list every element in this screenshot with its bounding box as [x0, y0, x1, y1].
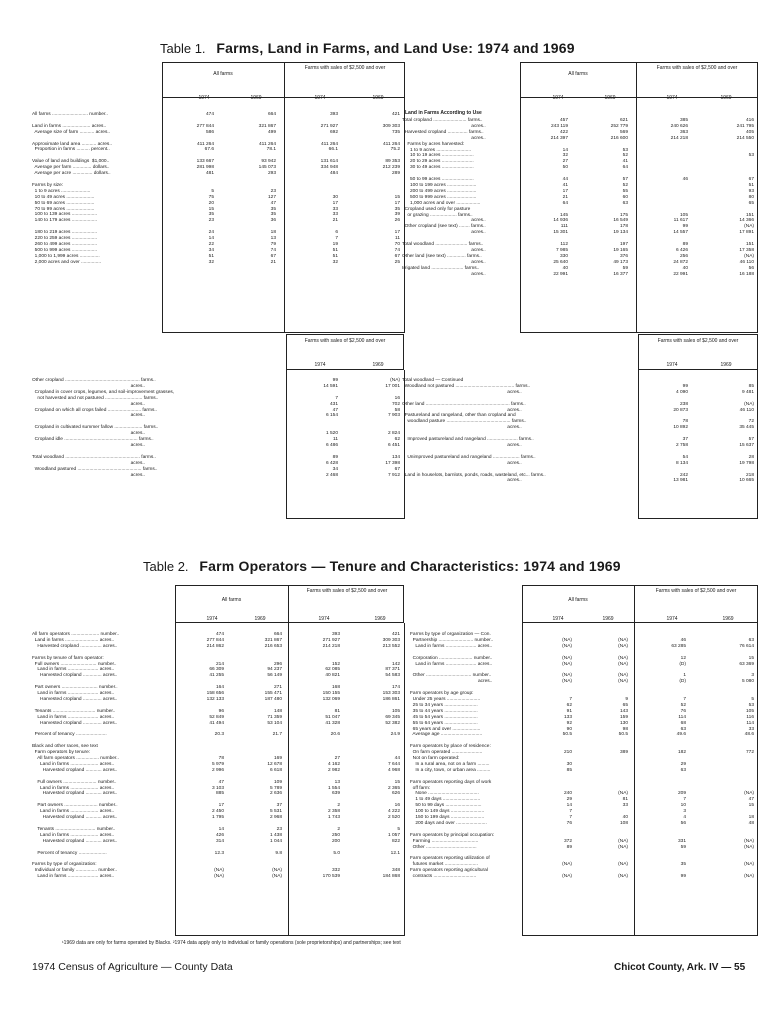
table2-right-col2: (NA) (NA) (NA) (NA) (NA) (NA) 9 65 143 159 130 98 50.5 389 (NA) 81 33 40 108 (NA) (NA) (NA) (NA)	[618, 637, 628, 880]
table2-right-header-sales: Farms with sales of $2,500 and over	[655, 588, 737, 594]
table2-left-labels: All farm operators ..................... number.. Land in farms ......................... acres.. Harvested cropland ................ acres.. Farms by tenure of farm operator: Full owners ........................... number.. Land in farms ....................... acres.. Harvested cropland .............. acres.. Part owners ........................... number.. Land in farms ....................... acres.. Harvested cropland .............. acres.. Tenants ................................ number.. Land in farms ....................... acres.. Harvested cropland .............. acres.. Percent of tenancy ....................... Black and other races, see text Farm operators by tenure: All farm operators ................. number.. Land in farms ..................... acres.. Harvested cropland ............ acres.. Full owners ......................... number.. Land in farms ..................... acres.. Harvested cropland ............ acres.. Part owners ......................... number.. Land in farms ..................... acres.. Harvested cropland ............ acres.. Tenants .............................. number.. Land in farms ..................... acres.. Harvested cropland ............ acres.. Percent of tenancy ..................... Farms by type of organization: Individual or family ................ number.. Land in farms ....................... acres..	[32, 632, 120, 880]
table1b-right-col1: 99 4 090 238 20 873 78 10 892 37 2 758 54 8 134 242 13 981	[673, 383, 688, 484]
table2-left-col4: 421 309 303 213 552 142 87 371 54 583 174 153 303 186 861 105 69 345 52 382 24.9 44 7 644 4 968 15 2 365 626 16 4 222 2 520 5 1 057 822 12.1 348 184 868	[382, 632, 400, 880]
table2-header-all-farms: All farms	[221, 597, 242, 603]
table2-year-1969: 1969	[254, 616, 266, 622]
table1-left-col2: 664 321 867 499 411 264 78.1 93 942 145 073 293 23 127 47 35 35 36 18 13 79 74 67 21	[258, 112, 276, 265]
table1b-left-year-1974: 1974	[314, 362, 326, 368]
table1-right-sales-year-1974: 1974	[666, 95, 678, 101]
table1-right-section-title: Land in Farms According to Use	[405, 110, 482, 116]
table1-heading: Farms, Land in Farms, and Land Use: 1974 and 1969	[216, 40, 575, 56]
table2-right-col1: (NA) (NA) (NA) (NA) (NA) (NA) 7 62 91 133 92 90 50.5 210 30 85 240 29 14 7 7 76 372 89 (NA) (NA)	[562, 637, 572, 880]
table1-header-all-farms: All farms	[213, 71, 233, 77]
table1b-right-year-1969: 1969	[720, 362, 732, 368]
table2-title	[143, 558, 621, 574]
table1b-left-col1: 99 14 591 7 431 47 6 154 1 520 11 6 486 89 6 428 34 2 468	[323, 378, 338, 478]
table1b-left-year-1969: 1969	[372, 362, 384, 368]
table1-sales-year-1969: 1969	[372, 95, 384, 101]
table2-right-year-1969: 1969	[602, 616, 614, 622]
table1-right-col1: 457 243 119 422 214 397 14 32 27 50 44 41 17 21 64 145 14 936 111 15 301 112 7 985 330 25 640 40 22 991	[550, 118, 568, 277]
table2-right-col4: 63 76 614 15 63 369 3 5 080 5 53 105 116 114 33 48.6 772 (NA) 47 15 18 48 (NA) (NA) (NA) (NA)	[739, 637, 754, 880]
table1-left-col1: 474 277 844 586 411 264 67.6 133 667 281 998 481 5 75 20 15 35 23 24 14 22 34 51 32	[196, 112, 214, 265]
table1-right-sales-year-1969: 1969	[720, 95, 732, 101]
table2-left-col3: 393 271 927 214 218 152 62 085 40 821 168 150 155 132 069 81 51 047 41 328 20.6 27 4 162 2 982 13 1 554 639 2 2 358 1 743 2 250 200 5.0 332 170 539	[322, 632, 340, 880]
table1b-right-header-sales: Farms with sales of $2,500 and over	[657, 338, 739, 344]
table2-left-col1: 474 277 844 214 862 214 66 309 41 255 164 158 656 132 133 96 52 849 41 494 20.3 78 5 979 2 996 47 3 103 885 17 2 450 1 795 14 426 314 12.3 (NA) (NA)	[206, 632, 224, 880]
page-footer-right: Chicot County, Ark. IV — 55	[614, 962, 746, 973]
table1-right-col3: 385 240 626 363 214 218 46 105 11 617 99 14 557 89 6 426 256 24 872 40 22 991	[670, 118, 688, 277]
table2-right-year-1974: 1974	[552, 616, 564, 622]
table2-heading: Farm Operators — Tenure and Characteristics: 1974 and 1969	[199, 558, 621, 574]
table1-year-1974: 1974	[198, 95, 210, 101]
table1-sales-year-1974: 1974	[314, 95, 326, 101]
table2-number: Table 2.	[143, 559, 189, 574]
table2-year-1974: 1974	[206, 616, 218, 622]
table1-right-col2: 621 252 779 569 216 600 53 52 41 64 57 52 55 60 63 175 16 549 178 19 134 197 19 165 376 49 173 59 16 377	[610, 118, 628, 277]
table1b-left-col2: (NA) 17 001 16 702 58 7 903 2 824 62 6 451 134 17 398 67 7 912	[385, 378, 400, 478]
table1-title	[160, 40, 575, 56]
table2-right-header-all-farms: All farms	[568, 597, 588, 603]
table1b-right-col2: 85 9 481 (NA) 46 110 72 35 445 57 15 637 28 19 798 218 10 665	[739, 383, 754, 484]
table1-right-header-all-farms: All farms	[568, 71, 588, 77]
table1-right-labels: Total cropland ......................... farms.. acres.. Harvested cropland ............... farms.. acres.. Farms by acres harvested: 1 to 9 acres .......................... 10 to 19 acres ........................ 20 to 29 acres ........................ 30 to 49 acres ........................ 50 to 99 acres ........................ 100 to 199 acres ...................... 200 to 499 acres ...................... 500 to 999 acres ...................... 1,000 acres and over .................. Cropland used only for pasture or grazing .................... farms.. acres.. Other cropland (see text) ........ farms.. acres.. Total woodland ........................ farms.. acres.. Other land (see text) .............. farms.. acres.. Irrigated land ........................ farms.. acres..	[402, 118, 486, 277]
table1-right-year-1974: 1974	[552, 95, 564, 101]
table2-left-col2: 664 321 867 216 653 296 94 237 56 149 271 155 471 187 480 148 71 359 53 104 21.7 169 12 678 6 618 109 5 789 2 636 37 5 531 2 968 23 1 438 1 044 9.8 (NA) (NA)	[264, 632, 282, 880]
table1b-right-labels: Total woodland — Continued Woodland not pastured ............................................ farms.. acres.. Other land ............................................................... farms.. acres.. Pastureland and rangeland, other than cropland and woodland pasture ................................................ farms.. acres.. Improved pastureland and rangeland ....................... farms.. acres.. Unimproved pastureland and rangeland .................... farms.. acres.. Land in houselots, barnlots, ponds, roads, wasteland, etc... farms.. acres..	[402, 378, 546, 484]
table1b-right-year-1974: 1974	[666, 362, 678, 368]
table2-sales-year-1969: 1969	[374, 616, 386, 622]
page-footer-left: 1974 Census of Agriculture — County Data	[32, 961, 233, 973]
table1b-left-labels: Other cropland ........................................................ farms.. acres.. Cropland in cover crops, legumes, and soil-improvement grasses, not harvested and not pastured ............................ farms.. acres.. Cropland on which all crops failed ......................... farms.. acres.. Cropland in cultivated summer fallow ..................... farms.. acres.. Cropland idle ....................................................... farms.. acres.. Total woodland ........................................................ farms.. acres.. Woodland pastured ................................................ farms.. acres..	[32, 378, 175, 478]
table1-right-col4: 416 241 795 405 214 550 53 67 51 93 80 65 151 14 366 (NA) 17 891 151 17 358 (NA) 46 110 56 16 188	[736, 118, 754, 277]
table-footnote: ¹1969 data are only for farms operated by Blacks. ²1974 data apply only to individual or family operations (sole proprietorships) and partnerships; see text	[62, 940, 401, 946]
table2-right-sales-year-1974: 1974	[666, 616, 678, 622]
table2-right-labels: Farms by type of organization — Con. Partnership .......................... number.. Land in farms ....................... acres.. Corporation ......................... number.. Land in farms ....................... acres.. Other .................................. number.. acres.. Farm operators by age group: Under 25 years ......................... 25 to 34 years ......................... 35 to 44 years ......................... 45 to 54 years ......................... 55 to 64 years ......................... 65 years and over ..................... Average age ............................... Farm operators by place of residence: On farm operated ....................... Not on farm operated: In a rural area, not on a farm ......... In a city, town, or urban area .......... Farm operators reporting days of work off farm: None ...................................... 1 to 49 days ............................ 50 to 99 days ........................... 100 to 149 days ......................... 150 to 199 days ......................... 200 days and over ....................... Farm operators by principal occupation: Farming ................................... Other ...................................... Farm operators reporting utilization of futures market ......................... Farm operators reporting agricultural contracts ................................	[410, 632, 495, 880]
table2-sales-year-1974: 1974	[318, 616, 330, 622]
table2-right-sales-year-1969: 1969	[722, 616, 734, 622]
table1-left-col4: 421 309 303 735 411 264 75.2 89 353 212 239 289 15 17 35 39 26 17 11 70 74 67 25	[382, 112, 400, 265]
table1-right-header-sales: Farms with sales of $2,500 and over	[656, 65, 738, 71]
table2-header-sales: Farms with sales of $2,500 and over	[306, 588, 388, 594]
table1-left-labels: All farms ........................... number.. Land in farms ..................... acres.. Average size of farm ........... acres.. Approximate land area ........... acres.. Proportion in farms .......... percent.. Value of land and buildings $1,000.. Average per farm .............. dollars.. Average per acre ............... dollars.. Farms by size: 1 to 9 acres ...................... 10 to 49 acres ..................... 50 to 69 acres ..................... 70 to 99 acres ..................... 100 to 139 acres ................... 140 to 179 acres ................... 180 to 219 acres ................... 220 to 259 acres ................... 260 to 499 acres ................... 500 to 999 acres ................... 1,000 to 1,999 acres ............... 2,000 acres and over ...............	[32, 112, 112, 265]
table1-left-col3: 393 271 927 692 411 264 66.1 131 614 334 948 484 30 17 33 33 21 6 7 19 51 51 32	[320, 112, 338, 265]
table1-header-sales: Farms with sales of $2,500 and over	[304, 65, 386, 71]
table1b-left-header-sales: Farms with sales of $2,500 and over	[304, 338, 386, 344]
table2-right-col3: 46 63 285 12 (D) 1 (D) 7 52 76 114 68 63 49.6 182 29 63 209 7 10 3 4 56 331 59 35 99	[671, 637, 686, 880]
table1-number: Table 1.	[160, 41, 206, 56]
table1-right-year-1969: 1969	[604, 95, 616, 101]
table1-year-1969: 1969	[250, 95, 262, 101]
